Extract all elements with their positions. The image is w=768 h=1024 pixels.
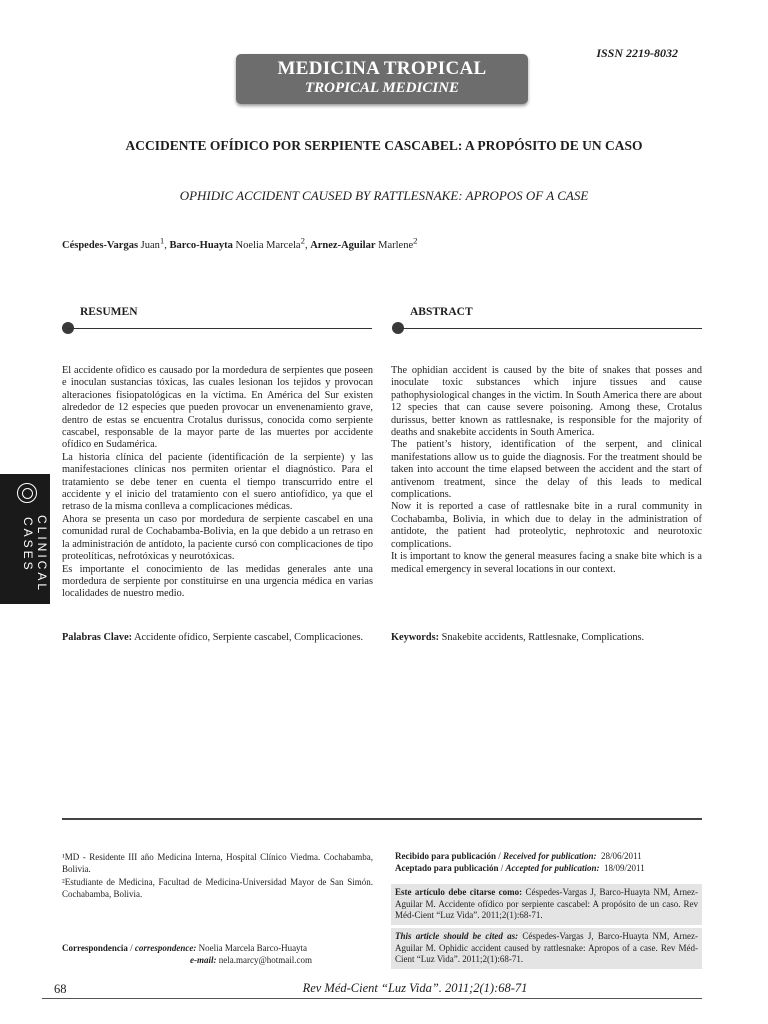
author-surname: Barco-Huayta (169, 239, 233, 251)
banner-title-es: MEDICINA TROPICAL (277, 58, 487, 79)
email-address: nela.marcy@hotmail.com (216, 955, 313, 965)
author-affil: 2 (300, 235, 305, 245)
citation-en (391, 928, 702, 969)
resumen-paragraph: La historia clínica del paciente (identificación de la serpiente) y las manifestaciones clínicas nos permiten orientar el diagnóstico. Para el tratamiento se debe tener en cuenta el tiempo transcurrido entre el accidente y el inicio del tratamiento con el suero antiofídico, ya que el retraso de la misma conlleva a complicaciones médicas. (62, 451, 373, 513)
author-affil: 1 (159, 235, 165, 245)
author-sep: , (164, 239, 170, 251)
accepted-date: Aceptado para publicación / Accepted for publication: 18/09/2011 (395, 863, 645, 873)
email-label: e-mail: (190, 955, 217, 965)
keywords-text: Accidente ofídico, Serpiente cascabel, Complicaciones. (132, 632, 364, 643)
accepted-label-es: Aceptado para publicación (395, 863, 499, 873)
correspondence-sep: / (127, 943, 135, 953)
footnote-1: ¹MD - Residente III año Medicina Interna, Hospital Clínico Viedma. Cochabamba, Bolivia. (62, 852, 373, 874)
correspondence (62, 942, 382, 954)
footnote-2: ²Estudiante de Medicina, Facultad de Medicina-Universidad Mayor de San Simón. Cochabamba, Bolivia. (62, 877, 373, 899)
citation-es-label: Este artículo debe citarse como: (395, 887, 523, 897)
journal-seal-icon (17, 483, 37, 503)
author-surname: Céspedes-Vargas (62, 239, 139, 251)
side-tab-line2: CASES (21, 517, 35, 573)
page-number: 68 (54, 982, 67, 996)
author-1 (62, 235, 170, 251)
received-label-es: Recibido para publicación (395, 851, 497, 861)
article-title-en: OPHIDIC ACCIDENT CAUSED BY RATTLESNAKE: APROPOS OF A CASE (179, 188, 589, 203)
author-surname: Arnez-Aguilar (310, 239, 376, 251)
citation-en-label: This article should be cited as: (395, 931, 519, 941)
abstract-heading: ABSTRACT (410, 306, 473, 318)
resumen-keywords (62, 632, 373, 644)
resumen-paragraph: El accidente ofídico es causado por la mordedura de serpientes que poseen e inoculan sustancias tóxicas, las cuales lesionan los tejidos y provocan alteraciones fisiopatológicas en la víctima. En América del Sur existen alrededor de 12 especies que pueden provocar un envenenamiento grave, dentro de estas se encuentra Crotalus durissus, conocida como serpiente cascabel, responsable de la mayor parte de las muertes por accidente ofídico en Sudamérica. (62, 365, 373, 451)
accepted-value: 18/09/2011 (604, 863, 645, 873)
author-given: Juan (138, 239, 160, 251)
journal-banner (236, 54, 528, 104)
resumen-rule (68, 328, 372, 329)
article-title-es: ACCIDENTE OFÍDICO POR SERPIENTE CASCABEL: A PROPÓSITO DE UN CASO (125, 138, 643, 153)
resumen-paragraph: Es importante el conocimiento de las medidas generales ante una mordedura de serpiente por constituirse en una urgencia médica en varias localidades de nuestro medio. (62, 563, 373, 600)
received-value: 28/06/2011 (601, 851, 642, 861)
abstract-paragraph: The ophidian accident is caused by the bite of snakes that posses and inoculate toxic substances which injure tissues and cause pathophysiological changes in the victim. In South America there are about 12 species that can cause severe poisoning. Among these, Crotalus durissus, better known as rattlesnake, is responsible for the majority of deaths and snakebite accidents in South America. (391, 365, 702, 439)
correspondence-name: Noelia Marcela Barco-Huayta (196, 943, 308, 953)
correspondence-email (190, 954, 390, 966)
author-2 (169, 235, 311, 251)
author-3 (310, 235, 418, 251)
abstract-body (391, 365, 702, 576)
author-list (62, 235, 418, 251)
side-tab-line1: CLINICAL (35, 515, 49, 594)
journal-reference: Rev Méd-Cient “Luz Vida”. 2011;2(1):68-71 (302, 981, 528, 995)
issn-number: ISSN 2219-8032 (596, 46, 678, 60)
footer-divider (62, 818, 702, 820)
keywords-label: Palabras Clave: (62, 632, 133, 643)
resumen-body (62, 365, 373, 601)
author-given: Noelia Marcela (232, 239, 301, 251)
citation-es-text: Céspedes-Vargas J, Barco-Huayta NM, Arnez-Aguilar M. Accidente ofídico por serpiente cascabel: A propósito de un caso. Rev Méd-Cient “Luz Vida”. 2011;2(1):68-71. (395, 887, 698, 921)
abstract-paragraph: It is important to know the general measures facing a snake bite which is a medical emergency in several locations in our context. (391, 551, 702, 575)
citation-es (391, 884, 702, 925)
author-given: Marlene (375, 239, 414, 251)
keywords-text: Snakebite accidents, Rattlesnake, Complications. (439, 632, 645, 643)
abstract-paragraph: Now it is reported a case of rattlesnake bite in a rural community in Cochabamba, Bolivia, in which due to delay in the administration of antidote, the patient had proteolytic, nephrotoxic and neurotoxic complications. (391, 501, 702, 550)
abstract-keywords (391, 632, 702, 644)
accepted-label-en: Accepted for publication: (505, 863, 600, 873)
received-date: Recibido para publicación / Received for publication: 28/06/2011 (395, 851, 642, 861)
correspondence-label-es: Correspondencia (62, 943, 128, 953)
abstract-rule (398, 328, 702, 329)
abstract-paragraph: The patient’s history, identification of the serpent, and clinical manifestations allow us to guide the diagnosis. For the treatment should be taken into account the time elapsed between the accident and the start of antivenom treatment, since the delay of this leads to medical complications. (391, 439, 702, 501)
citation-en-text: Céspedes-Vargas J, Barco-Huayta NM, Arnez-Aguilar M. Ophidic accident caused by rattlesnake: Apropos of a case. Rev Méd-Cient “Luz Vida”. 2011;2(1):68-71. (395, 931, 698, 965)
keywords-label: Keywords: (391, 632, 440, 643)
resumen-heading: RESUMEN (80, 306, 138, 318)
correspondence-label-en: correspondence: (134, 943, 197, 953)
banner-title-en: TROPICAL MEDICINE (304, 80, 460, 96)
author-affil: 2 (413, 235, 418, 245)
bottom-rule (42, 998, 702, 999)
resumen-paragraph: Ahora se presenta un caso por mordedura de serpiente cascabel en una comunidad rural de Cochabamba-Bolivia, en la que debido a un retraso en la administración de antídoto, la paciente cursó con complicaciones de tipo proteolíticas, nefrotóxicas y neurotóxicas. (62, 513, 373, 563)
author-sep: , (304, 239, 311, 251)
received-label-en: Received for publication: (503, 851, 597, 861)
